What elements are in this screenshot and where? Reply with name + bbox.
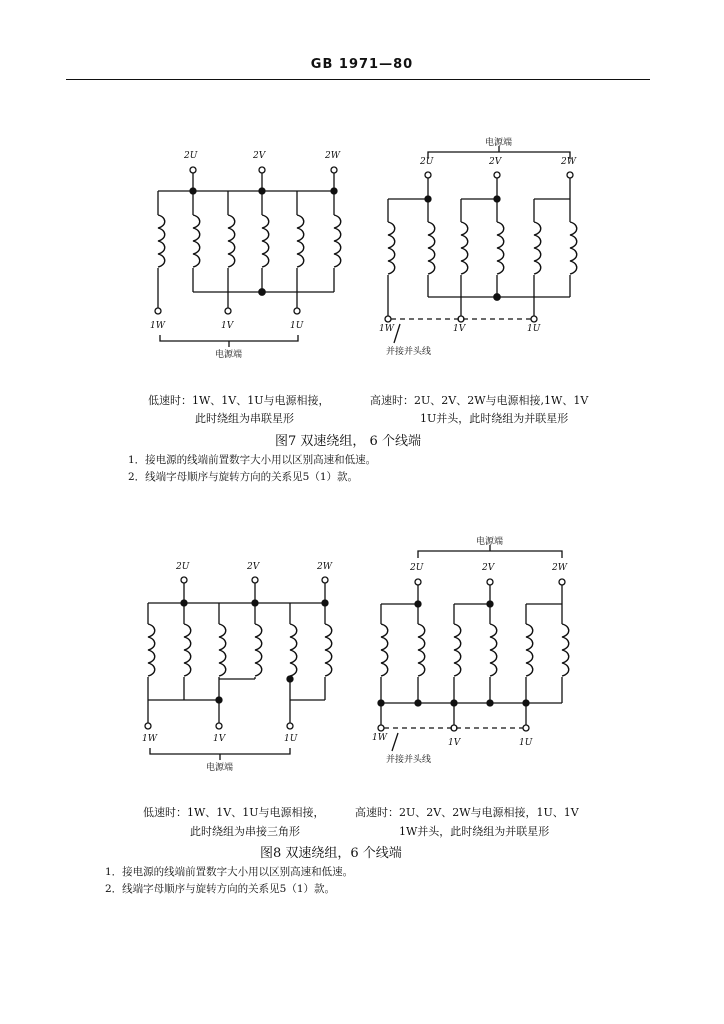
fig7-left-term-2u: 2U [184,151,198,161]
fig8-right-circuit [378,545,569,751]
fig8-desc-right-line2: 1W并头，此时绕组为并联星形 [399,825,550,838]
fig7-right-term-1w: 1W [379,324,394,334]
fig7-caption: 图7 双速绕组， 6 个线端 [275,434,421,449]
fig8-left-term-2v: 2V [247,562,260,572]
fig8-right-tie-label: 并接并头线 [386,755,432,765]
fig8-right-term-1v: 1V [448,738,461,748]
document-code: GB 1971—80 [310,57,414,72]
fig7-left-term-1w: 1W [150,321,165,331]
fig7-left-supply-label: 电源端 [215,350,243,360]
fig8-note-1: 1．接电源的线端前置数字大小用以区别高速和低速。 [105,866,354,878]
fig7-desc-left-line2: 此时绕组为串联星形 [195,412,294,425]
fig8-left-term-1u: 1U [284,734,298,744]
fig7-right-circuit [385,146,577,343]
fig7-note-2: 2．线端字母顺序与旋转方向的关系见5（1）款。 [128,471,359,483]
fig8-left-term-1v: 1V [213,734,226,744]
fig7-desc-right-line1: 高速时：2U、2V、2W与电源相接,1W、1V [370,394,589,407]
fig8-left-term-1w: 1W [142,734,157,744]
fig8-right-supply-label: 电源端 [476,537,504,547]
fig7-right-term-2w: 2W [561,157,576,167]
fig7-right-term-2u: 2U [420,157,434,167]
fig8-right-term-1w: 1W [372,733,387,743]
fig8-left-supply-label: 电源端 [206,763,234,773]
fig8-right-term-2v: 2V [482,563,495,573]
fig8-right-term-2u: 2U [410,563,424,573]
fig8-left-term-2w: 2W [317,562,332,572]
fig8-desc-left-line2: 此时绕组为串接三角形 [190,825,300,838]
fig8-left-circuit [145,577,332,760]
fig7-right-term-1u: 1U [527,324,541,334]
fig8-right-term-1u: 1U [519,738,533,748]
fig7-left-term-1v: 1V [221,321,234,331]
fig7-right-tie-label: 并接并头线 [386,347,432,357]
fig8-desc-right-line1: 高速时：2U、2V、2W与电源相接，1U、1V [355,806,579,819]
fig7-left-term-2w: 2W [325,151,340,161]
fig8-left-term-2u: 2U [176,562,190,572]
fig7-desc-right-line2: 1U并头，此时绕组为并联星形 [420,412,569,425]
fig8-right-term-2w: 2W [552,563,567,573]
fig8-note-2: 2．线端字母顺序与旋转方向的关系见5（1）款。 [105,883,336,895]
fig8-caption: 图8 双速绕组，6 个线端 [260,846,402,861]
fig7-note-1: 1．接电源的线端前置数字大小用以区别高速和低速。 [128,454,377,466]
fig8-desc-left-line1: 低速时：1W、1V、1U与电源相接， [143,806,325,819]
fig7-left-term-1u: 1U [290,321,304,331]
fig7-right-supply-label: 电源端 [485,138,513,148]
fig7-left-term-2v: 2V [253,151,266,161]
fig7-left-circuit [155,167,341,347]
fig7-right-term-1v: 1V [453,324,466,334]
fig7-right-term-2v: 2V [489,157,502,167]
fig7-desc-left-line1: 低速时：1W、1V、1U与电源相接， [148,394,330,407]
